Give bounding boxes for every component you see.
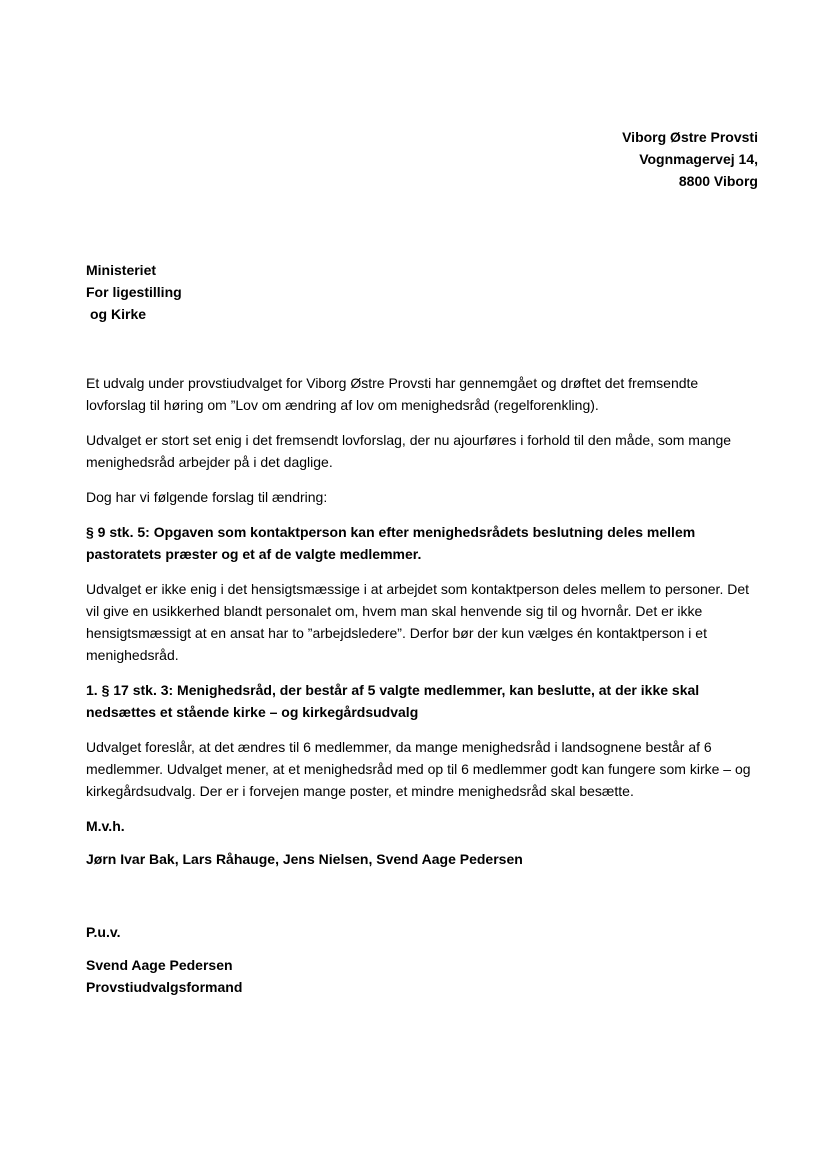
recipient-line-1: Ministeriet (86, 262, 157, 278)
member-names: Jørn Ivar Bak, Lars Råhauge, Jens Nielsen, Svend Aage Pedersen (86, 851, 523, 867)
sender-city: 8800 Viborg (678, 173, 758, 189)
sender-street: Vognmagervej 14, (639, 151, 758, 167)
section-heading-17-3: 1. § 17 stk. 3: Menighedsråd, der består af 5 valgte medlemmer, kan beslutte, at der ikke skal nedsættes et stående kirke – og kirkegårdsudvalg (86, 682, 700, 720)
puv-label: P.u.v. (86, 924, 121, 940)
signer-name: Svend Aage Pedersen (86, 957, 233, 973)
section-17-3-response: Udvalget foreslår, at det ændres til 6 medlemmer, da mange menighedsråd i landsognene består af 6 medlemmer. Udvalget mener, at et menighedsråd med op til 6 medlemmer godt kan fungere som kirke – og kirkegårdsudvalg. Der er i forvejen mange poster, et mindre menighedsråd skal besætte. (86, 739, 751, 799)
sender-address (622, 126, 758, 192)
section-9-5-response: Udvalget er ikke enig i det hensigtsmæssige i at arbejdet som kontaktperson deles mellem to personer. Det vil give en usikkerhed blandt personalet om, hvem man skal henvende sig til og hvornår. Det er ikke hensigtsmæssigt at en ansat har to ”arbejdsledere”. Derfor bør der kun vælges én kontaktperson i et menighedsråd. (86, 581, 750, 663)
section-heading-9-5: § 9 stk. 5: Opgaven som kontaktperson kan efter menighedsrådets beslutning deles mellem pastoratets præster og et af de valgte medlemmer. (86, 524, 696, 562)
recipient-address (86, 259, 182, 325)
agreement-paragraph: Udvalget er stort set enig i det fremsendt lovforslag, der nu ajourføres i forhold til den måde, som mange menighedsråd arbejder på i det daglige. (86, 432, 732, 470)
recipient-line-3: og Kirke (90, 306, 147, 322)
sender-name: Viborg Østre Provsti (622, 129, 758, 145)
proposal-intro: Dog har vi følgende forslag til ændring: (86, 489, 328, 505)
greeting: M.v.h. (86, 818, 125, 834)
intro-paragraph: Et udvalg under provstiudvalget for Viborg Østre Provsti har gennemgået og drøftet det fremsendte lovforslag til høring om ”Lov om ændring af lov om menighedsråd (regelforenkling). (86, 375, 699, 413)
recipient-line-2: For ligestilling (86, 284, 182, 300)
signer-title: Provstiudvalgsformand (86, 979, 243, 995)
